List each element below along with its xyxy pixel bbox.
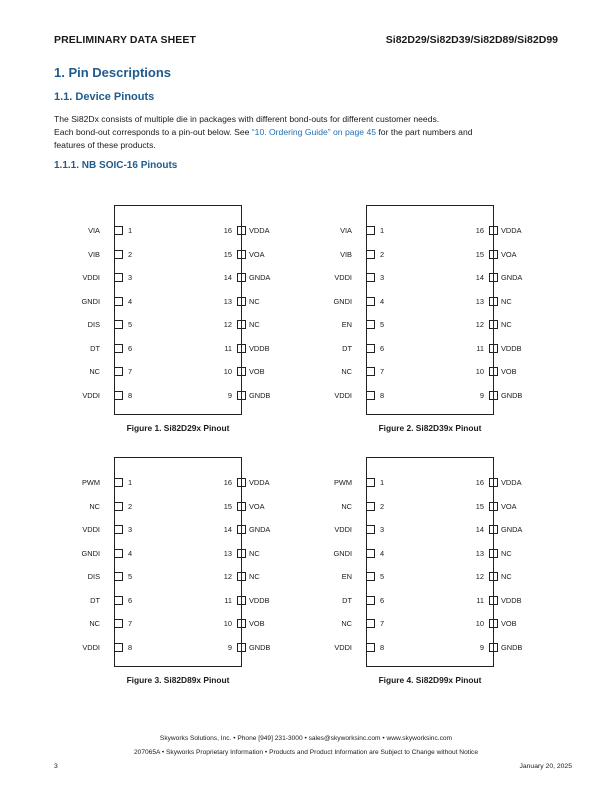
pin-name: DT [90, 595, 100, 605]
pin-number: 2 [128, 501, 133, 511]
pin-number: 2 [380, 249, 385, 259]
pin-name: GNDI [333, 296, 352, 306]
pin-name: GNDA [501, 273, 523, 282]
pin-pad [489, 549, 498, 558]
pin-name: NC [249, 548, 260, 558]
pin-name: VDDA [501, 226, 522, 235]
pin-name: VOB [249, 619, 265, 628]
pin-number: 9 [227, 642, 232, 652]
right-pin-row [304, 319, 544, 331]
right-pin-row [52, 319, 292, 331]
footer-contact: Skyworks Solutions, Inc. • Phone [949] 231-3000 • sales@skyworksinc.com • www.skyworksinc.com [159, 735, 453, 742]
pin-name: GNDB [501, 642, 523, 652]
right-pin-row [52, 366, 292, 378]
pin-number: 13 [475, 548, 484, 558]
intro-line-2 [54, 126, 564, 139]
pin-name: NC [341, 619, 352, 628]
pin-pad [237, 226, 246, 235]
pin-name: PWM [81, 478, 100, 487]
pin-number: 3 [128, 525, 133, 534]
figure-caption: Figure 2. Si82D39x Pinout [378, 423, 482, 433]
pin-number: 3 [380, 525, 385, 534]
right-pin-row [52, 477, 292, 489]
pin-number: 7 [380, 367, 385, 376]
pin-pad [489, 572, 498, 581]
pin-number: 15 [223, 249, 232, 259]
header-part-numbers: Si82D29/Si82D39/Si82D89/Si82D99 [385, 34, 558, 46]
pin-pad [237, 549, 246, 558]
pin-pad [237, 297, 246, 306]
right-pin-row [304, 225, 544, 237]
pin-name: DT [90, 343, 100, 353]
pin-name: VDDI [334, 273, 352, 282]
pin-number: 1 [380, 478, 385, 487]
right-pin-row [304, 249, 544, 261]
pin-number: 9 [227, 390, 232, 400]
pin-pad [237, 344, 246, 353]
pin-number: 3 [380, 273, 385, 282]
pin-pad [489, 525, 498, 534]
pin-number: 1 [128, 478, 133, 487]
right-pin-row [304, 343, 544, 355]
pin-name: VDDI [82, 642, 100, 652]
pin-name: EN [341, 572, 352, 581]
pin-number: 11 [224, 595, 232, 605]
pin-number: 9 [479, 642, 484, 652]
pin-number: 13 [223, 548, 232, 558]
right-pin-row [304, 296, 544, 308]
pin-name: GNDA [249, 273, 271, 282]
pin-pad [237, 367, 246, 376]
pin-number: 11 [476, 595, 484, 605]
right-pin-row [52, 548, 292, 560]
pin-name: VIA [340, 226, 352, 235]
pin-name: VDDI [82, 273, 100, 282]
pin-name: VOB [501, 619, 517, 628]
pin-number: 8 [380, 642, 385, 652]
pin-name: DIS [87, 320, 100, 329]
pin-number: 7 [380, 619, 385, 628]
page-number: 3 [54, 763, 58, 770]
pin-number: 16 [475, 226, 484, 235]
pin-name: VIA [88, 226, 100, 235]
header-doc-type: PRELIMINARY DATA SHEET [54, 34, 197, 46]
pin-pad [489, 297, 498, 306]
pin-pad [489, 320, 498, 329]
pin-number: 16 [475, 478, 484, 487]
pin-name: NC [501, 320, 512, 329]
pin-number: 14 [223, 273, 232, 282]
pin-pad [489, 367, 498, 376]
pin-number: 12 [475, 320, 484, 329]
pin-number: 15 [223, 501, 232, 511]
pin-number: 16 [223, 478, 232, 487]
pin-pad [489, 391, 498, 400]
right-pin-row [52, 296, 292, 308]
pin-name: VDDB [249, 343, 270, 353]
right-pin-row [52, 501, 292, 513]
pin-number: 3 [128, 273, 133, 282]
sub-subsection-heading: 1.1.1. NB SOIC-16 Pinouts [54, 160, 178, 171]
pin-name: NC [249, 296, 260, 306]
pin-name: VOB [249, 367, 265, 376]
pin-name: VDDI [82, 525, 100, 534]
pin-number: 8 [128, 390, 133, 400]
pin-number: 13 [223, 296, 232, 306]
pin-number: 7 [128, 619, 133, 628]
pin-name: NC [341, 501, 352, 511]
pin-pad [237, 502, 246, 511]
right-pin-row [304, 524, 544, 536]
pin-number: 10 [223, 367, 232, 376]
pin-number: 14 [223, 525, 232, 534]
pin-pad [489, 643, 498, 652]
pin-name: VOA [501, 249, 517, 259]
intro-line-2-end: for the part numbers and [376, 127, 473, 137]
right-pin-row [52, 249, 292, 261]
right-pin-row [52, 343, 292, 355]
pin-number: 14 [475, 273, 484, 282]
pin-number: 5 [128, 320, 133, 329]
right-pin-row [304, 571, 544, 583]
pin-name: GNDB [249, 390, 271, 400]
pin-pad [237, 525, 246, 534]
pin-name: VDDB [249, 595, 270, 605]
pin-number: 14 [475, 525, 484, 534]
pin-number: 10 [475, 367, 484, 376]
right-pin-row [304, 366, 544, 378]
pin-name: VOA [249, 249, 265, 259]
pin-number: 5 [380, 572, 385, 581]
pin-pad [237, 273, 246, 282]
right-pin-row [304, 501, 544, 513]
pin-number: 5 [128, 572, 133, 581]
pin-name: VDDA [249, 226, 270, 235]
pin-name: VDDI [334, 390, 352, 400]
pin-pad [237, 391, 246, 400]
pin-number: 9 [479, 390, 484, 400]
pin-name: VDDA [249, 478, 270, 487]
pin-name: VDDI [82, 390, 100, 400]
right-pin-row [304, 595, 544, 607]
pin-number: 4 [380, 548, 385, 558]
pin-number: 13 [475, 296, 484, 306]
pin-name: DT [342, 595, 352, 605]
figure-caption: Figure 3. Si82D89x Pinout [126, 675, 230, 685]
right-pin-row [52, 618, 292, 630]
pin-number: 12 [223, 320, 232, 329]
pin-pad [489, 619, 498, 628]
pin-number: 2 [128, 249, 133, 259]
right-pin-row [52, 642, 292, 654]
pin-number: 15 [475, 501, 484, 511]
right-pin-row [304, 548, 544, 560]
pin-name: GNDA [501, 525, 523, 534]
pin-number: 10 [475, 619, 484, 628]
pin-number: 8 [380, 390, 385, 400]
right-pin-row [52, 524, 292, 536]
pin-name: NC [89, 367, 100, 376]
pin-name: NC [89, 501, 100, 511]
figure-caption: Figure 1. Si82D29x Pinout [126, 423, 230, 433]
pin-name: DT [342, 343, 352, 353]
pin-number: 11 [224, 343, 232, 353]
pin-name: GNDI [333, 548, 352, 558]
pin-name: VOA [501, 501, 517, 511]
right-pin-row [52, 595, 292, 607]
pin-name: EN [341, 320, 352, 329]
publication-date: January 20, 2025 [519, 763, 572, 770]
intro-line-2-start: Each bond-out corresponds to a pin-out below. See [54, 127, 252, 137]
pin-name: VDDB [501, 595, 522, 605]
pin-name: NC [501, 572, 512, 581]
pin-pad [237, 643, 246, 652]
pin-number: 16 [223, 226, 232, 235]
right-pin-row [52, 225, 292, 237]
pin-pad [237, 250, 246, 259]
pin-pad [489, 273, 498, 282]
pin-pad [237, 572, 246, 581]
pin-number: 8 [128, 642, 133, 652]
pin-pad [489, 250, 498, 259]
pin-number: 1 [128, 226, 133, 235]
pinout-figure-4 [304, 457, 534, 687]
pin-name: NC [89, 619, 100, 628]
pin-name: GNDI [81, 548, 100, 558]
intro-line-3: features of these products. [54, 140, 156, 150]
footer-notice: 207065A • Skyworks Proprietary Information • Products and Product Information are Subject to Change without Notice [133, 749, 478, 756]
pin-name: NC [249, 320, 260, 329]
pin-pad [489, 502, 498, 511]
pinout-figure-1 [52, 205, 282, 435]
subsection-heading: 1.1. Device Pinouts [54, 91, 155, 103]
pin-name: NC [249, 572, 260, 581]
right-pin-row [304, 477, 544, 489]
pin-name: GNDI [81, 296, 100, 306]
pin-name: VDDI [334, 642, 352, 652]
pin-name: DIS [87, 572, 100, 581]
pin-name: GNDB [249, 642, 271, 652]
pin-name: GNDA [249, 525, 271, 534]
intro-line-1: The Si82Dx consists of multiple die in packages with different bond-outs for different customer needs. [54, 114, 440, 124]
right-pin-row [52, 571, 292, 583]
intro-paragraph [54, 113, 564, 152]
pin-number: 2 [380, 501, 385, 511]
pin-pad [237, 619, 246, 628]
pin-number: 12 [223, 572, 232, 581]
right-pin-row [304, 618, 544, 630]
pin-name: VDDI [334, 525, 352, 534]
pin-number: 10 [223, 619, 232, 628]
pin-name: NC [501, 296, 512, 306]
right-pin-row [304, 642, 544, 654]
right-pin-row [52, 390, 292, 402]
pin-name: NC [501, 548, 512, 558]
pin-number: 6 [128, 595, 133, 605]
section-heading: 1. Pin Descriptions [54, 65, 172, 80]
pin-name: GNDB [501, 390, 523, 400]
right-pin-row [304, 390, 544, 402]
pin-pad [489, 344, 498, 353]
pin-number: 11 [476, 343, 484, 353]
pin-number: 4 [380, 296, 385, 306]
pin-number: 7 [128, 367, 133, 376]
pin-pad [237, 320, 246, 329]
right-pin-row [52, 272, 292, 284]
pin-number: 6 [380, 343, 385, 353]
pin-name: VOB [501, 367, 517, 376]
pin-name: NC [341, 367, 352, 376]
pin-number: 6 [380, 595, 385, 605]
pin-pad [489, 596, 498, 605]
pin-name: PWM [333, 478, 352, 487]
right-pin-row [304, 272, 544, 284]
pin-name: VOA [249, 501, 265, 511]
pin-pad [237, 478, 246, 487]
pin-name: VDDA [501, 478, 522, 487]
pinout-figure-3 [52, 457, 282, 687]
pin-pad [489, 478, 498, 487]
pin-name: VIB [88, 249, 100, 259]
pin-pad [489, 226, 498, 235]
pin-name: VDDB [501, 343, 522, 353]
figure-caption: Figure 4. Si82D99x Pinout [378, 675, 482, 685]
pin-name: VIB [340, 249, 352, 259]
pin-number: 5 [380, 320, 385, 329]
pin-number: 4 [128, 548, 133, 558]
pin-number: 15 [475, 249, 484, 259]
pin-pad [237, 596, 246, 605]
pin-number: 6 [128, 343, 133, 353]
ordering-guide-link[interactable]: “10. Ordering Guide” on page 45 [251, 127, 377, 137]
pin-number: 1 [380, 226, 385, 235]
pin-number: 12 [475, 572, 484, 581]
pin-number: 4 [128, 296, 133, 306]
pinout-figure-2 [304, 205, 534, 435]
